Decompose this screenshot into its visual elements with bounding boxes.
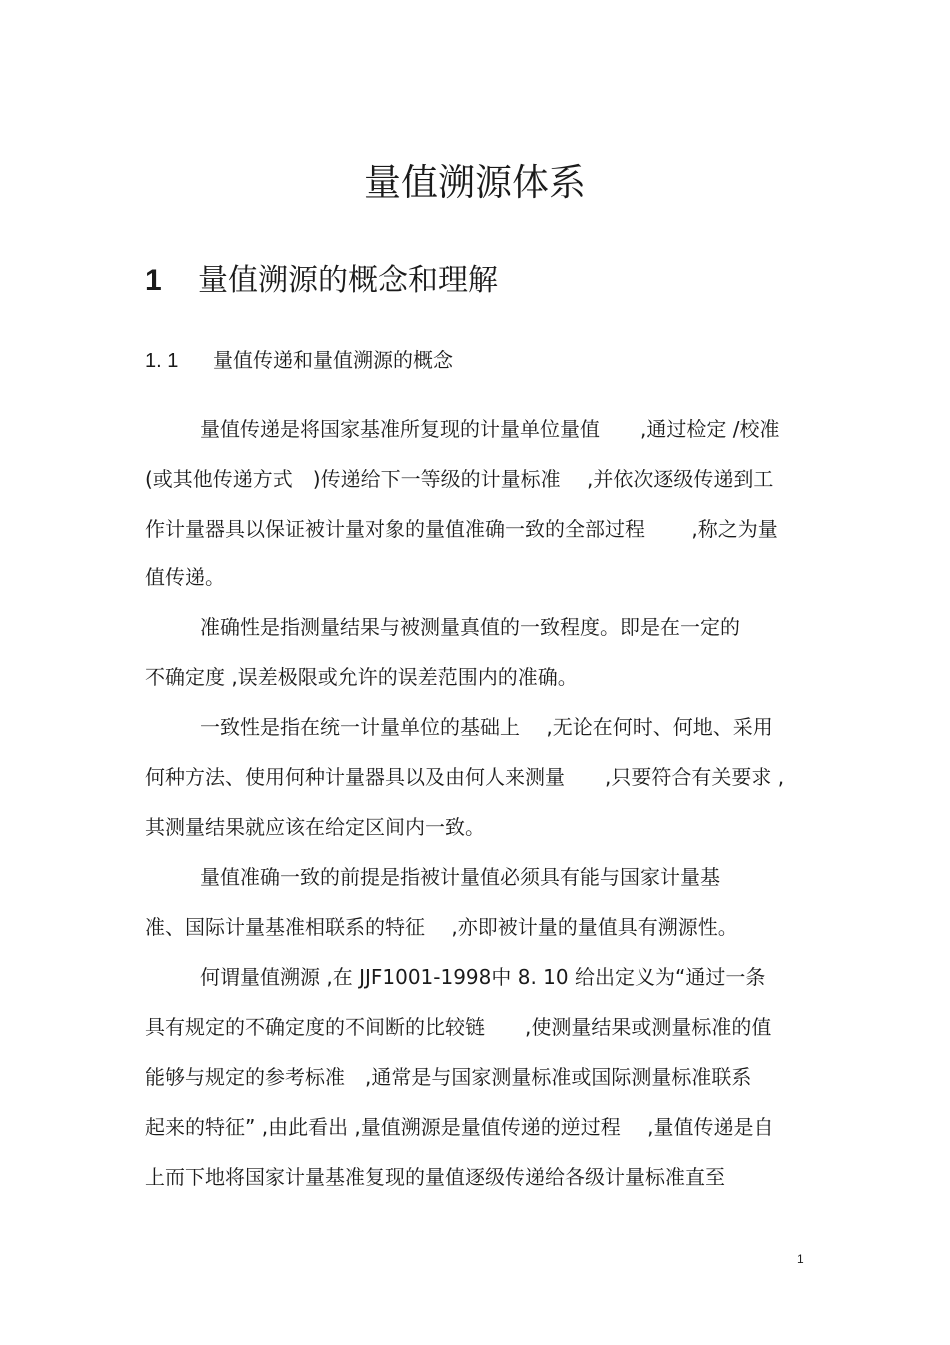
document-title: 量值溯源体系 [364,161,586,204]
body-line: 量值传递是将国家基准所复现的计量单位量值 ,通过检定 /校准 [200,417,780,441]
body-line: 具有规定的不确定度的不间断的比较链 ,使测量结果或测量标准的值 [145,1015,772,1039]
section-title: 量值溯源的概念和理解 [198,263,498,298]
body-line: (或其他传递方式 )传递给下一等级的计量标准 ,并依次逐级传递到工 [145,467,774,491]
body-line: 何谓量值溯源 ,在 JJF1001-1998中 8. 10 给出定义为“通过一条 [200,965,766,989]
body-line: 准确性是指测量结果与被测量真值的一致程度。即是在一定的 [200,615,740,639]
body-line: 量值准确一致的前提是指被计量值必须具有能与国家计量基 [200,865,720,889]
body-line: 能够与规定的参考标准 ,通常是与国家测量标准或国际测量标准联系 [145,1065,752,1089]
body-line: 值传递。 [145,565,225,589]
body-line: 起来的特征” ,由此看出 ,量值溯源是量值传递的逆过程 ,量值传递是自 [145,1115,774,1139]
body-line: 作计量器具以保证被计量对象的量值准确一致的全部过程 ,称之为量 [145,517,778,541]
body-line: 何种方法、使用何种计量器具以及由何人来测量 ,只要符合有关要求 , [145,765,785,789]
subsection-title: 量值传递和量值溯源的概念 [213,348,453,372]
section-number: 1 [145,264,162,297]
body-line: 其测量结果就应该在给定区间内一致。 [145,815,485,839]
section-heading [145,261,498,301]
subsection-heading [145,345,453,376]
body-line: 一致性是指在统一计量单位的基础上 ,无论在何时、何地、采用 [200,715,773,739]
body-line: 不确定度 ,误差极限或允许的误差范围内的准确。 [145,665,578,689]
subsection-number: 1. 1 [145,350,179,372]
body-line: 上而下地将国家计量基准复现的量值逐级传递给各级计量标准直至 [145,1165,725,1189]
body-line: 准、国际计量基准相联系的特征 ,亦即被计量的量值具有溯源性。 [145,915,738,939]
page-number: 1 [797,1252,804,1266]
